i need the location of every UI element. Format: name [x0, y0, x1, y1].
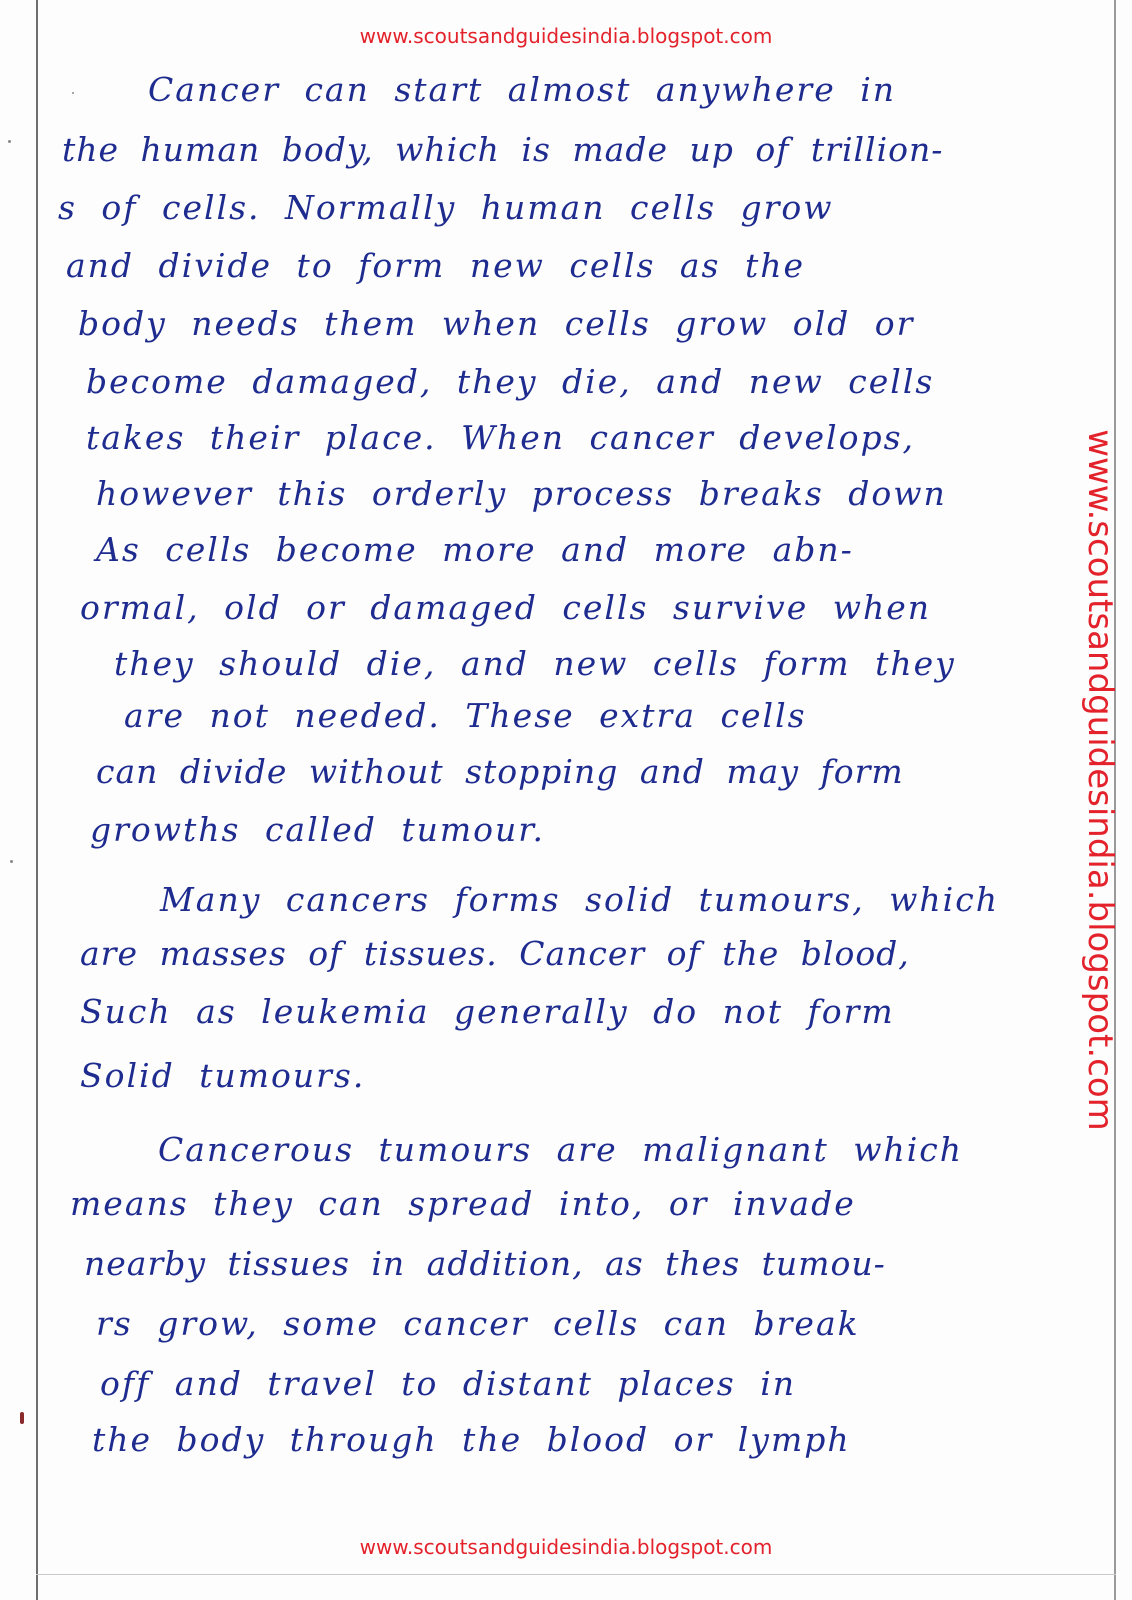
- text-line: As cells become more and more abn-: [96, 530, 854, 569]
- paper-speck: [8, 140, 11, 143]
- text-line: the human body, which is made up of trillion-: [62, 130, 944, 169]
- text-line: however this orderly process breaks down: [96, 474, 947, 513]
- text-line: takes their place. When cancer develops,: [86, 418, 916, 457]
- text-line: Cancer can start almost anywhere in: [148, 70, 897, 109]
- text-line: rs grow, some cancer cells can break: [96, 1304, 860, 1343]
- watermark-top: www.scoutsandguidesindia.blogspot.com: [359, 24, 773, 48]
- text-line: Many cancers forms solid tumours, which: [160, 880, 999, 919]
- text-line: ormal, old or damaged cells survive when: [80, 588, 931, 627]
- text-line: become damaged, they die, and new cells: [86, 362, 935, 401]
- watermark-side: www.scoutsandguidesindia.blogspot.com: [1080, 429, 1120, 1131]
- paper-speck: [10, 860, 13, 863]
- text-line: s of cells. Normally human cells grow: [58, 188, 834, 227]
- text-line: body needs them when cells grow old or: [78, 304, 915, 343]
- text-line: and divide to form new cells as the: [66, 246, 806, 285]
- text-line: means they can spread into, or invade: [70, 1184, 856, 1223]
- text-line: Such as leukemia generally do not form: [80, 992, 895, 1031]
- text-line: Solid tumours.: [80, 1056, 366, 1095]
- text-line: growths called tumour.: [90, 810, 545, 849]
- text-line: are not needed. These extra cells: [124, 696, 807, 735]
- watermark-bottom: www.scoutsandguidesindia.blogspot.com: [359, 1535, 773, 1559]
- text-line: off and travel to distant places in: [100, 1364, 797, 1403]
- text-line: they should die, and new cells form they: [114, 644, 956, 683]
- text-line: nearby tissues in addition, as thes tumou-: [84, 1244, 886, 1283]
- ink-mark: [20, 1412, 24, 1424]
- text-line: the body through the blood or lymph: [92, 1420, 851, 1459]
- text-line: are masses of tissues. Cancer of the blood,: [80, 934, 910, 973]
- text-line: Cancerous tumours are malignant which: [158, 1130, 964, 1169]
- text-line: can divide without stopping and may form: [96, 752, 904, 791]
- paper-speck: [72, 92, 74, 94]
